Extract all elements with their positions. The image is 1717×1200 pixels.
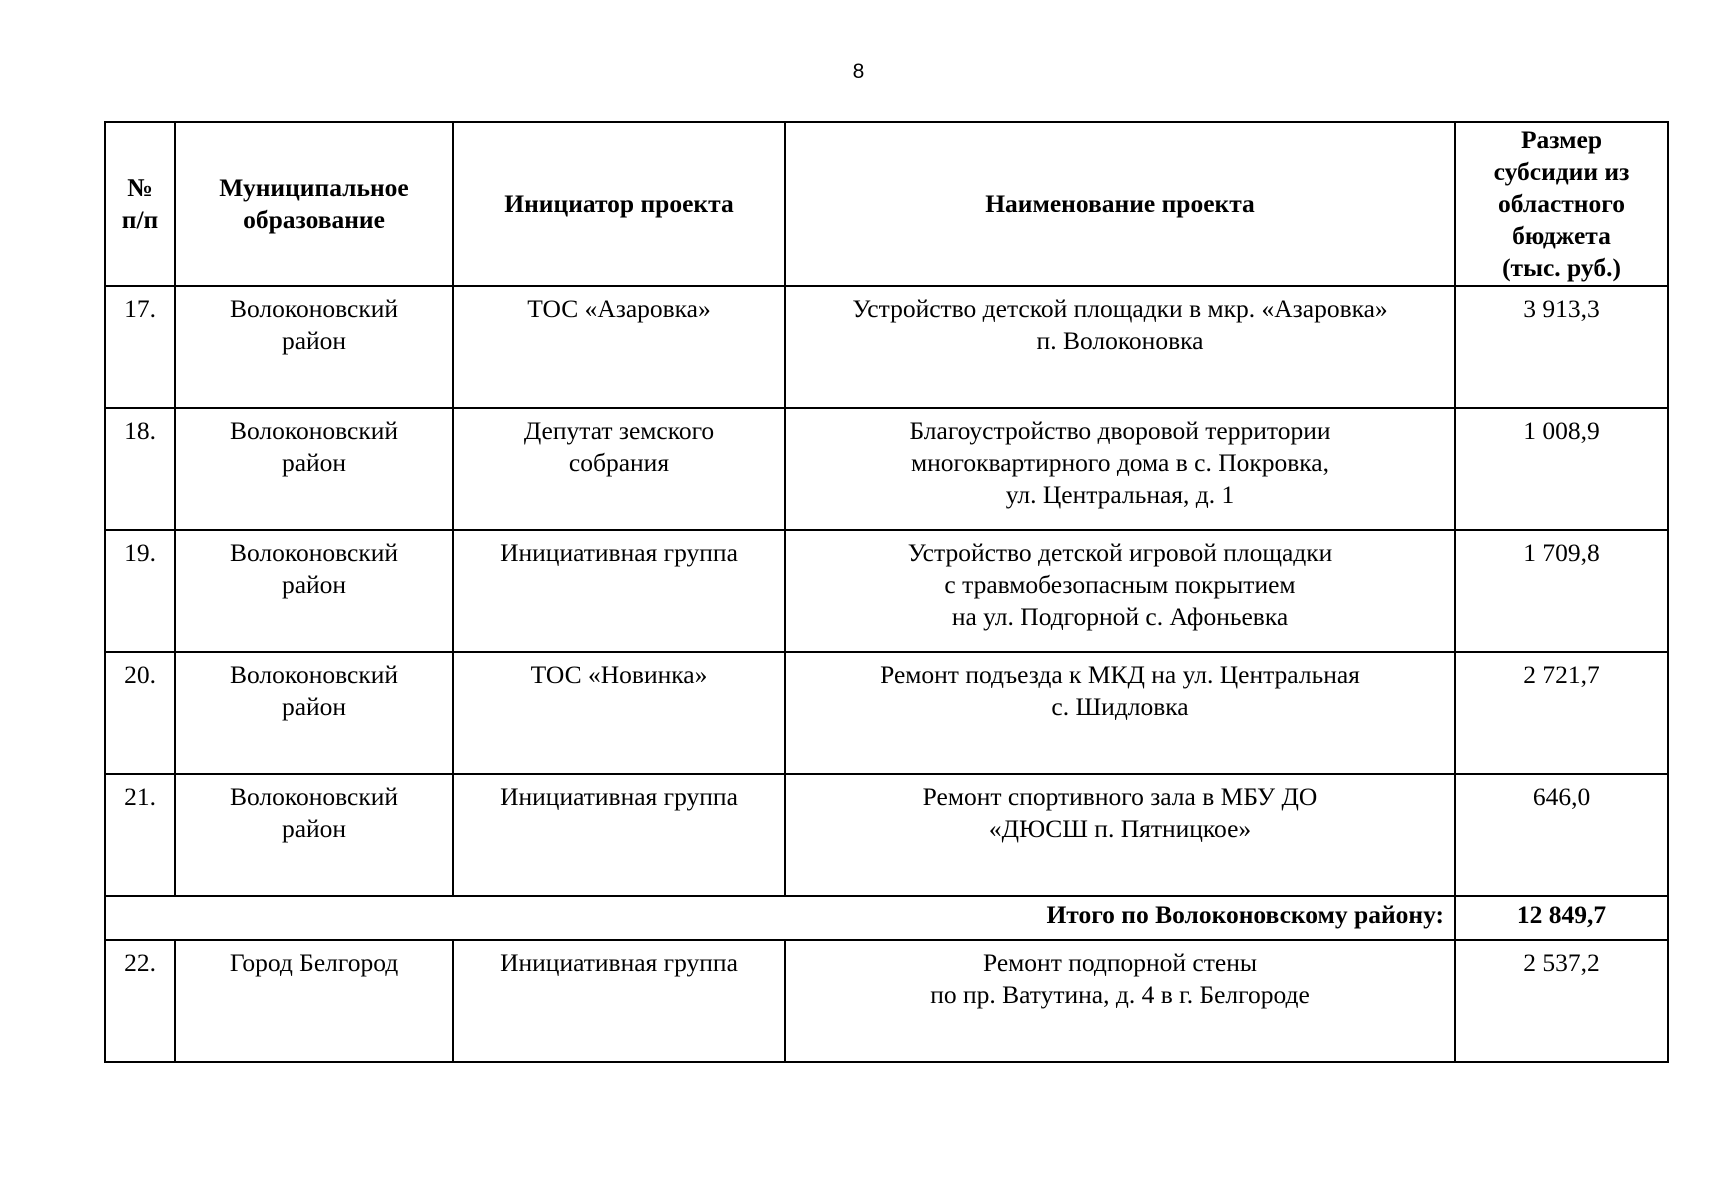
- cell-num: 18.: [105, 408, 175, 530]
- cell-line: с травмобезопасным покрытием: [944, 570, 1296, 599]
- cell-subsidy: 1 709,8: [1455, 530, 1668, 652]
- cell-initiator: [453, 286, 785, 408]
- cell-line: ТОС «Азаровка»: [527, 294, 711, 323]
- cell-line: Город Белгород: [229, 948, 399, 977]
- cell-municipality: [175, 940, 453, 1062]
- cell-line: Инициативная группа: [500, 538, 738, 567]
- cell-line: район: [281, 326, 347, 355]
- cell-initiator: [453, 530, 785, 652]
- cell-line: Инициативная группа: [500, 782, 738, 811]
- table-row: [105, 940, 1668, 1062]
- cell-municipality: [175, 286, 453, 408]
- cell-line: на ул. Подгорной с. Афоньевка: [951, 602, 1289, 631]
- table-row: [105, 408, 1668, 530]
- cell-num: 21.: [105, 774, 175, 896]
- cell-line: Волоконовский: [229, 538, 399, 567]
- cell-num: 22.: [105, 940, 175, 1062]
- cell-line: район: [281, 448, 347, 477]
- header-initiator: Инициатор проекта: [453, 122, 785, 286]
- cell-project: [785, 408, 1455, 530]
- table-header-row: [105, 122, 1668, 286]
- table-row: [105, 774, 1668, 896]
- cell-project: [785, 530, 1455, 652]
- cell-subsidy: 646,0: [1455, 774, 1668, 896]
- cell-project: [785, 774, 1455, 896]
- cell-line: район: [281, 692, 347, 721]
- cell-line: п. Волоконовка: [1036, 326, 1204, 355]
- cell-project: [785, 940, 1455, 1062]
- header-num: № п/п: [105, 122, 175, 286]
- cell-initiator: [453, 940, 785, 1062]
- table-row: [105, 530, 1668, 652]
- header-subsidy: Размер субсидии из областного бюджета (тыс. руб.): [1455, 122, 1668, 286]
- header-municipality: Муниципальное образование: [175, 122, 453, 286]
- cell-subsidy: 2 721,7: [1455, 652, 1668, 774]
- cell-subsidy: 1 008,9: [1455, 408, 1668, 530]
- table-row: [105, 652, 1668, 774]
- cell-line: Ремонт подъезда к МКД на ул. Центральная: [880, 660, 1360, 689]
- cell-line: с. Шидловка: [1051, 692, 1189, 721]
- cell-line: район: [281, 814, 347, 843]
- cell-municipality: [175, 652, 453, 774]
- cell-project: [785, 286, 1455, 408]
- cell-initiator: [453, 652, 785, 774]
- total-row: [105, 896, 1668, 940]
- cell-initiator: [453, 408, 785, 530]
- cell-line: Депутат земского: [523, 416, 715, 445]
- total-label: Итого по Волоконовскому району:: [105, 896, 1455, 940]
- cell-line: Инициативная группа: [500, 948, 738, 977]
- cell-initiator: [453, 774, 785, 896]
- cell-line: ТОС «Новинка»: [530, 660, 708, 689]
- cell-line: район: [281, 570, 347, 599]
- cell-num: 19.: [105, 530, 175, 652]
- cell-line: Устройство детской площадки в мкр. «Азаровка»: [852, 294, 1388, 323]
- page-number: 8: [852, 60, 865, 83]
- cell-line: Волоконовский: [229, 294, 399, 323]
- cell-line: Волоконовский: [229, 782, 399, 811]
- cell-line: «ДЮСШ п. Пятницкое»: [988, 814, 1252, 843]
- cell-num: 20.: [105, 652, 175, 774]
- cell-line: многоквартирного дома в с. Покровка,: [911, 448, 1329, 477]
- cell-municipality: [175, 530, 453, 652]
- cell-line: Устройство детской игровой площадки: [907, 538, 1333, 567]
- cell-municipality: [175, 408, 453, 530]
- cell-municipality: [175, 774, 453, 896]
- cell-subsidy: 2 537,2: [1455, 940, 1668, 1062]
- subsidy-table: [104, 121, 1669, 1063]
- cell-line: Ремонт подпорной стены: [983, 948, 1257, 977]
- cell-line: Волоконовский: [229, 660, 399, 689]
- cell-line: собрания: [568, 448, 670, 477]
- cell-line: Ремонт спортивного зала в МБУ ДО: [922, 782, 1318, 811]
- total-value: 12 849,7: [1455, 896, 1668, 940]
- cell-subsidy: 3 913,3: [1455, 286, 1668, 408]
- cell-num: 17.: [105, 286, 175, 408]
- cell-line: Благоустройство дворовой территории: [909, 416, 1331, 445]
- cell-project: [785, 652, 1455, 774]
- header-project: Наименование проекта: [785, 122, 1455, 286]
- cell-line: Волоконовский: [229, 416, 399, 445]
- table-row: [105, 286, 1668, 408]
- cell-line: по пр. Ватутина, д. 4 в г. Белгороде: [930, 980, 1310, 1009]
- cell-line: ул. Центральная, д. 1: [1005, 480, 1235, 509]
